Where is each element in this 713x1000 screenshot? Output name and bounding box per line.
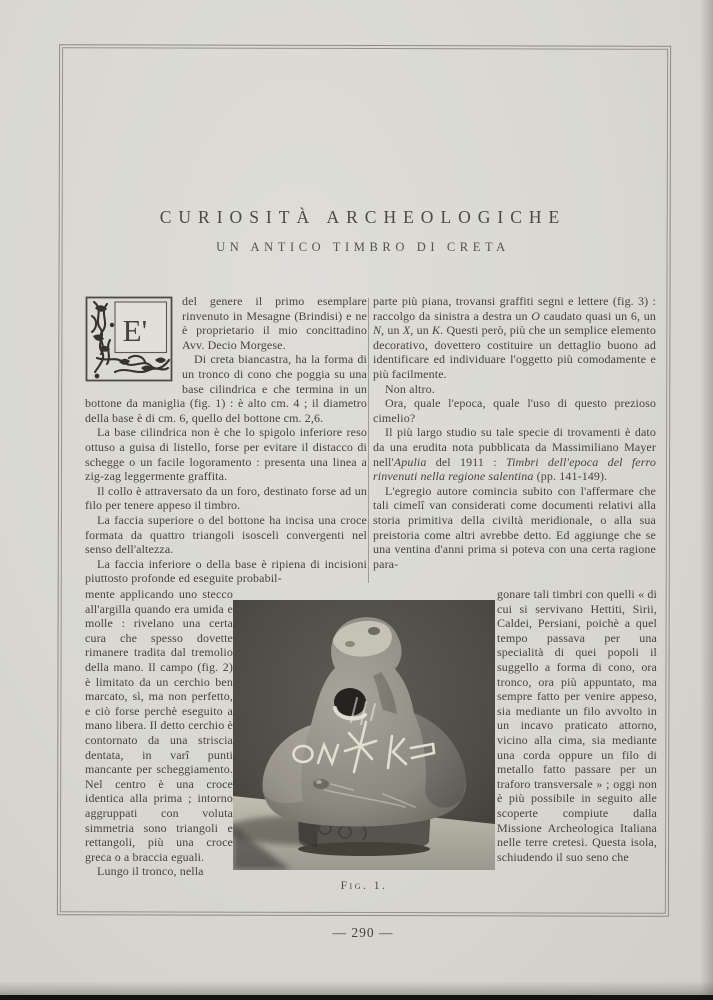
paragraph: Il collo è attraversato da un foro, destinato forse ad un filo per tenere appeso il timbro. [85,483,367,513]
paragraph: La faccia superiore o del bottone ha incisa una croce formata da quattro triangoli isosceli convergenti nel senso dell'altezza. [85,512,367,557]
paragraph: La base cilindrica non è che lo spigolo inferiore reso ottuso a guisa di listello, forse per evitare il distacco di schegge o un facile logoramento : presenta una linea a zig-zag leggermente graffita. [85,425,367,484]
article-subtitle: UN ANTICO TIMBRO DI CRETA [216,240,510,254]
initial-letter: E' [122,313,148,348]
paragraph: Il più largo studio su tale specie di trovamenti è dato da una erudita nota pubblicata da Massimiliano Mayer nell'Apulia del 1911 : Timbri dell'epoca del ferro rinvenuti nella regione salentina (pp. 141-149). [373,425,656,484]
column-divider-rule [368,298,369,583]
paragraph: Ora, quale l'epoca, quale l'uso di questo prezioso cimelio? [373,396,656,425]
right-column-narrow [497,587,657,908]
scan-edge-bottom [0,995,713,1000]
figure-1-photo [233,600,495,870]
right-column-top [373,294,656,587]
scan-edge-right [700,0,713,1000]
paragraph: mente applicando uno stecco all'argilla quando era umida e molle : rivelano una certa cura che spesso dovette rimanere tradita dal tremolio della mano. Il campo (fig. 2) è limitato da un cerchio ben marcato, sì, ma non perfetto, e ciò forse perchè eseguito a mano libera. Il detto cerchio è contornato da una striscia dentata, in varî punti mancante per scheggiamento. Nel centro è una croce identica alla prima ; intorno aggruppati con voluta simmetria sono triangoli e rettangoli, più una croce greca o a braccia eguali. [85,587,233,864]
page-number: — 290 — [332,925,394,940]
paragraph: L'egregio autore comincia subito con l'affermare che tali cimelî van considerati come documenti relativi alla storia primitiva della civiltà meridionale, o alla sua preistoria come altri avrebbe detto. Ed aggiunge che se una ventina d'anni prima si poteva con una certa ragione para- [373,483,656,571]
paragraph: La faccia inferiore o della base è ripiena di incisioni piuttosto profonde ed eseguite probabil- [85,556,367,586]
paragraph: gonare tali timbri con quelli « di cui si servivano Hettiti, Sirii, Caldei, Persiani, poichè a quel tempo passava per una specialità di quei popoli il suggello a forma di cono, ora tronco, ora più appuntato, ma sempre fatto per venire appeso, sia mediante un filo avvolto in un incavo praticato attorno, vicino alla cima, sia mediante una corda oppure un filo di metallo fatto passare per un traforo transversale » ; oggi non è più possibile in seguito alle scoperte compiute dalla Missione Archeologica Italiana nelle terre cretesi. Questa isola, schiudendo il suo seno che [497,587,657,864]
paragraph: Non altro. [385,381,435,396]
article-title: CURIOSITÀ ARCHEOLOGICHE [159,207,567,227]
paragraph: Di creta biancastra, ha la forma di un tronco di cono che poggia su una base cilindrica e che termina in un bottone da maniglia (fig. 1) : è alto cm. 4 ; il diametro della base è di cm. 6, quello del bottone cm. 2,6. [85,352,367,425]
left-column-narrow [85,587,233,908]
figure-1-caption: Fig. 1. [340,880,388,892]
ornamental-initial-icon [85,296,173,382]
clay-stamp-photo-illustration [233,600,495,870]
left-column-top [85,294,367,587]
paragraph: del genere il primo esemplare rinvenuto in Mesagne (Brindisi) e ne è proprietario il mio concittadino Avv. Decio Morgese. [182,294,367,352]
paragraph: parte più piana, trovansi graffiti segni e lettere (fig. 3) : raccolgo da sinistra a destra un O caudato quasi un 6, un N, un X, un K. Questi però, più che un semplice elemento decorativo, dovettero costituire un dettaglio buono ad identificare ed individuare l'oggetto più comodamente e più facilmente. [373,294,656,381]
paragraph: Lungo il tronco, nella [97,864,204,879]
scan-edge-bottom-shade [0,981,713,995]
